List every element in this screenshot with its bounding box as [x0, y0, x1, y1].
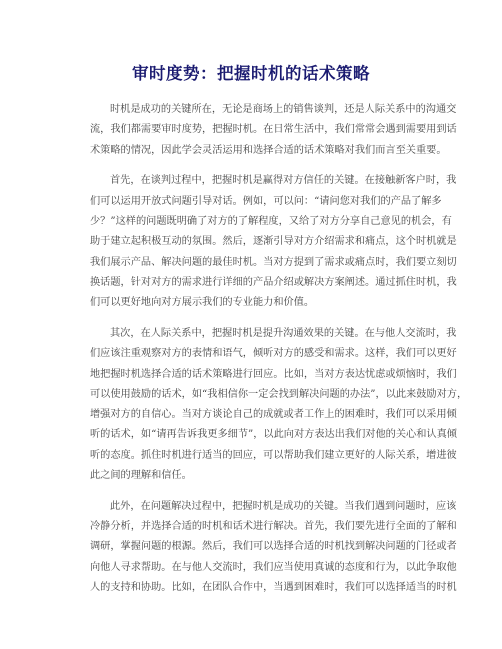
paragraph-line: 可以使用鼓励的话术，如“我相信你一定会找到解决问题的办法”，以此来鼓励对方，	[90, 388, 468, 400]
paragraph-line: 地把握时机选择合适的话术策略进行回应。比如，当对方表达忧虑或烦恼时，我们	[90, 368, 457, 380]
paragraph-line: 流，我们都需要审时度势，把握时机。在日常生活中，我们常常会遇到需要用到话	[90, 124, 457, 136]
paragraph-4	[90, 497, 457, 598]
paragraph-line: 换话题，针对对方的需求进行详细的产品介绍或解决方案阐述。通过抓住时机，我	[90, 276, 457, 288]
paragraph-line: 我们展示产品、解决问题的最佳时机。当对方提到了需求或痛点时，我们要立刻切	[90, 256, 457, 268]
paragraph-line: 此外，在问题解决过程中，把握时机是成功的关键。当我们遇到问题时，应该	[110, 500, 457, 512]
document-title: 审时度势：把握时机的话术策略	[132, 64, 370, 83]
paragraph-line: 们应该注重观察对方的表情和语气，倾听对方的感受和需求。这样，我们可以更好	[90, 348, 457, 360]
paragraph-line: 此之间的理解和信任。	[90, 470, 192, 482]
paragraph-line: 调研，掌握问题的根源。然后，我们可以选择合适的时机找到解决问题的门径或者	[90, 541, 457, 553]
paragraph-3	[90, 324, 468, 486]
paragraph-line: 术策略的情况，因此学会灵活运用和选择合适的话术策略对我们而言至关重要。	[90, 144, 447, 156]
paragraph-line: 们可以更好地向对方展示我们的专业能力和价值。	[90, 297, 315, 309]
paragraph-line: 冷静分析，并选择合适的时机和话术进行解决。首先，我们要先进行全面的了解和	[90, 521, 457, 533]
document-body	[90, 100, 468, 609]
paragraph-line: 少？”这样的问题既明确了对方的了解程度，又给了对方分享自己意见的机会，有	[90, 215, 452, 227]
paragraph-line: 人的支持和协助。比如，在团队合作中，当遇到困难时，我们可以选择适当的时机	[90, 582, 457, 594]
paragraph-line: 其次，在人际关系中，把握时机是提升沟通效果的关键。在与他人交流时，我	[110, 327, 457, 339]
paragraph-line: 助于建立起积极互动的氛围。然后，逐渐引导对方介绍需求和痛点，这个时机就是	[90, 236, 457, 248]
paragraph-line: 听的态度。抓住时机进行适当的回应，可以帮助我们建立更好的人际关系，增进彼	[90, 449, 457, 461]
paragraph-2	[90, 171, 457, 313]
paragraph-line: 们可以运用开放式问题引导对话。例如，可以问：“请问您对我们的产品了解多	[90, 195, 442, 207]
paragraph-1	[90, 100, 457, 161]
paragraph-line: 向他人寻求帮助。在与他人交流时，我们应当使用真诚的态度和行为，以此争取他	[90, 561, 457, 573]
paragraph-line: 听的话术，如“请再告诉我更多细节”，以此向对方表达出我们对他的关心和认真倾	[90, 429, 457, 441]
paragraph-line: 增强对方的自信心。当对方谈论自己的成就或者工作上的困难时，我们可以采用倾	[90, 409, 457, 421]
paragraph-line: 首先，在谈判过程中，把握时机是赢得对方信任的关键。在接触新客户时，我	[110, 175, 457, 187]
paragraph-line: 时机是成功的关键所在，无论是商场上的销售谈判，还是人际关系中的沟通交	[110, 104, 457, 115]
